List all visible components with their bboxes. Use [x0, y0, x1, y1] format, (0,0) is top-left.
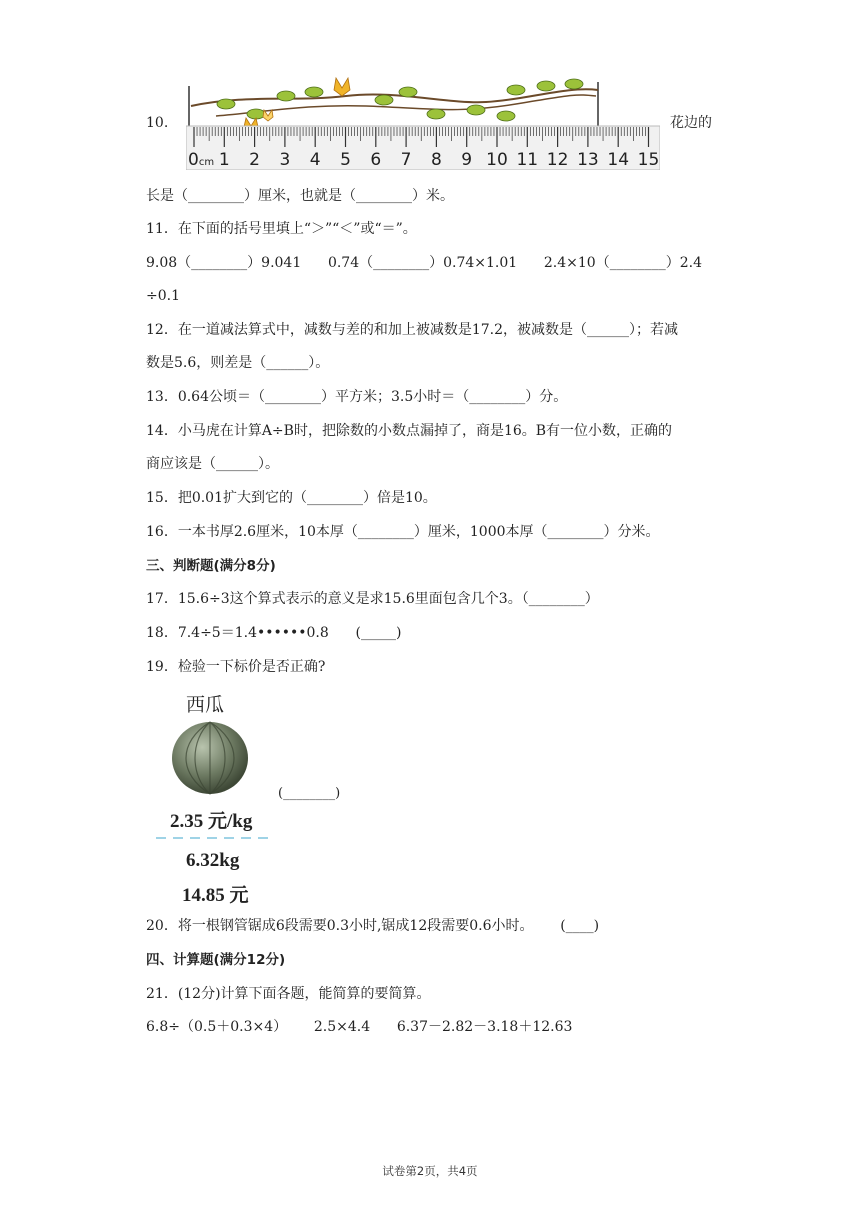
q14-line1: 14．小马虎在计算A÷B时，把除数的小数点漏掉了，商是16。B有一位小数，正确的 [146, 423, 673, 439]
ruler-label: 7 [400, 150, 412, 170]
ruler-label: 15 [637, 150, 660, 170]
fruit-name: 西瓜 [186, 694, 225, 716]
q16-line1: 16．一本书厚2.6厘米，10本厚（________）厘米，1000本厚（________）分米。 [146, 524, 660, 540]
ruler-with-lace-image [186, 74, 660, 170]
ruler-label: 9 [461, 150, 473, 170]
ruler-label: 10 [486, 150, 508, 170]
q10-number: 10. [146, 115, 169, 131]
ruler-label: 5 [340, 150, 351, 170]
q20-line1: 20．将一根钢管锯成6段需要0.3小时,锯成12段需要0.6小时。 (____) [146, 918, 600, 934]
section4-title: 四、计算题(满分12分) [146, 952, 286, 968]
q19-line1: 19．检验一下标价是否正确? [146, 659, 326, 675]
q19-blank: (________) [278, 786, 341, 801]
ruler-label: 6 [370, 150, 382, 170]
q11-line2: 9.08（________）9.041 0.74（________）0.74×1.01 2.4×10（________）2.4 [146, 255, 702, 271]
q11-line3: ÷0.1 [146, 288, 180, 304]
q21-line2: 6.8÷（0.5＋0.3×4） 2.5×4.4 6.37－2.82－3.18＋12.63 [146, 1019, 573, 1035]
q15-line1: 15．把0.01扩大到它的（________）倍是10。 [146, 490, 437, 506]
watermelon-icon [170, 720, 250, 796]
ruler-label: 1 [218, 150, 230, 170]
weight: 6.32kg [186, 850, 240, 871]
q10-line2: 长是（________）厘米，也就是（________）米。 [146, 188, 454, 204]
q11-line1: 11．在下面的括号里填上“＞”“＜”或“＝”。 [146, 221, 417, 237]
ruler-label: 3 [279, 150, 291, 170]
q21-line1: 21．(12分)计算下面各题，能简算的要简算。 [146, 986, 431, 1002]
q13-line1: 13．0.64公顷＝（________）平方米；3.5小时＝（________）分。 [146, 389, 568, 405]
dashed-divider [156, 836, 270, 840]
q10-after-ruler: 花边的 [670, 115, 712, 131]
ruler-label: 13 [577, 150, 599, 170]
ruler-label: 12 [546, 150, 569, 170]
page-footer: 试卷第2页，共4页 [382, 1164, 478, 1178]
ruler-figure [186, 74, 660, 170]
ruler-label: 4 [309, 150, 321, 170]
section3-title: 三、判断题(满分8分) [146, 558, 276, 574]
q12-line2: 数是5.6，则差是（______）。 [146, 355, 330, 371]
unit-price: 2.35 元/kg [170, 811, 253, 832]
total-price: 14.85 元 [182, 885, 249, 906]
ruler-label: 2 [249, 150, 261, 170]
ruler-label: 11 [516, 150, 539, 170]
q18-line1: 18．7.4÷5＝1.4••••••0.8 (_____) [146, 625, 402, 641]
ruler-label: 8 [430, 150, 442, 170]
ruler-label: 14 [607, 150, 630, 170]
q14-line2: 商应该是（______）。 [146, 456, 279, 472]
q12-line1: 12．在一道减法算式中，减数与差的和加上被减数是17.2，被减数是（______）；若减 [146, 322, 678, 338]
q17-line1: 17．15.6÷3这个算式表示的意义是求15.6里面包含几个3。（________） [146, 591, 599, 607]
ruler-label: 0cm [188, 150, 215, 170]
